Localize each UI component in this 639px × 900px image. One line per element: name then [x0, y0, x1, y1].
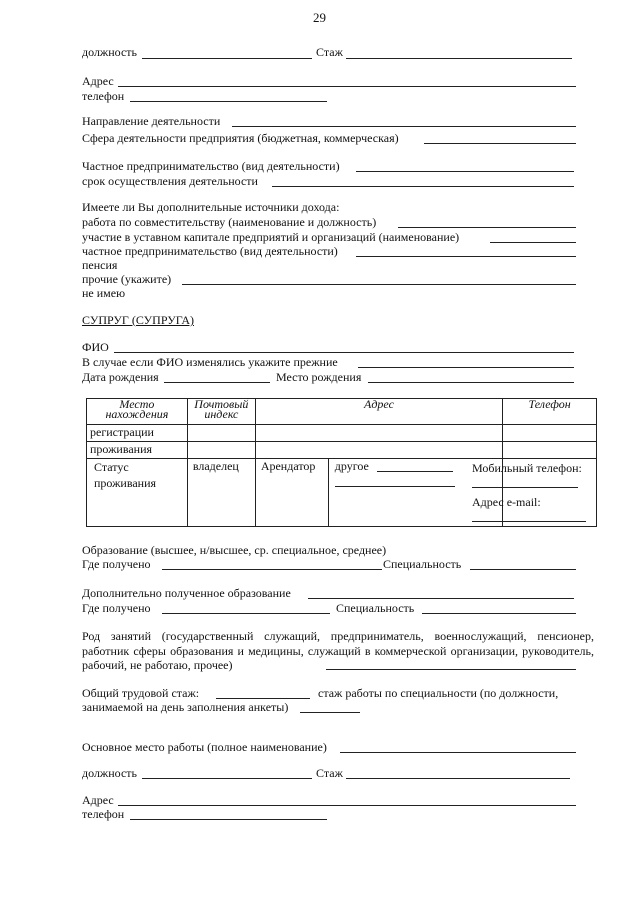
additional-where-label: Где получено	[82, 601, 151, 615]
work-experience-label: Стаж	[316, 766, 343, 780]
other-status-label: другое	[334, 459, 369, 473]
row-residence-label: проживания	[87, 442, 188, 459]
enterprise-sphere-field[interactable]	[424, 143, 576, 144]
col-address-header: Адрес	[255, 399, 502, 425]
other-income-field[interactable]	[182, 284, 576, 285]
enterprise-sphere-label: Сфера деятельности предприятия (бюджетная, коммерческая)	[82, 131, 399, 145]
education-where-field[interactable]	[162, 569, 382, 570]
address-label: Адрес	[82, 74, 114, 88]
tenant-cell[interactable]: Арендатор	[255, 459, 328, 527]
position-label: должность	[82, 45, 137, 59]
other-status-field-1[interactable]	[377, 471, 453, 472]
part-time-field[interactable]	[398, 227, 576, 228]
additional-specialty-label: Специальность	[336, 601, 415, 615]
private-business-label: Частное предпринимательство (вид деятельности)	[82, 159, 340, 173]
education-specialty-label: Специальность	[383, 557, 462, 571]
specialty-experience-label-2: занимаемой на день заполнения анкеты)	[82, 700, 289, 714]
spouse-birth-place-field[interactable]	[368, 382, 574, 383]
work-address-label: Адрес	[82, 793, 114, 807]
col-postal-header	[187, 399, 255, 425]
row-registration-label: регистрации	[87, 425, 188, 442]
other-status-field-2[interactable]	[335, 486, 455, 487]
part-time-label: работа по совместительству (наименование и должность)	[82, 215, 377, 229]
other-income-label: прочие (укажите)	[82, 272, 172, 286]
work-position-label: должность	[82, 766, 137, 780]
mobile-phone-label: Мобильный телефон:	[472, 461, 582, 475]
additional-specialty-field[interactable]	[422, 613, 576, 614]
activity-period-field[interactable]	[272, 186, 574, 187]
total-experience-label: Общий трудовой стаж:	[82, 686, 200, 700]
education-where-label: Где получено	[82, 557, 151, 571]
address-field[interactable]	[118, 86, 576, 87]
additional-education-field[interactable]	[308, 598, 574, 599]
residence-address-cell[interactable]	[255, 442, 502, 459]
page-number: 29	[313, 10, 326, 25]
capital-share-label: участие в уставном капитале предприятий и организаций (наименование)	[82, 230, 460, 244]
spouse-fio-changed-label: В случае если ФИО изменялись укажите прежние	[82, 355, 338, 369]
spouse-fio-changed-field[interactable]	[358, 367, 574, 368]
activity-period-label: срок осуществления деятельности	[82, 174, 258, 188]
specialty-experience-field[interactable]	[300, 712, 360, 713]
phone-label: телефон	[82, 89, 125, 103]
activity-direction-label: Направление деятельности	[82, 114, 221, 128]
spouse-birth-date-field[interactable]	[164, 382, 270, 383]
additional-education-label: Дополнительно полученное образование	[82, 586, 291, 600]
phone-field[interactable]	[130, 101, 327, 102]
main-work-label: Основное место работы (полное наименование)	[82, 740, 327, 754]
email-label: Адрес e-mail:	[472, 495, 541, 509]
registration-address-cell[interactable]	[255, 425, 502, 442]
col-postal-line2: индекс	[204, 407, 239, 421]
registration-phone-cell[interactable]	[503, 425, 597, 442]
residence-postal-cell[interactable]	[187, 442, 255, 459]
spouse-birth-place-label: Место рождения	[276, 370, 362, 384]
col-postal-line1: Почтовый	[194, 397, 249, 411]
experience-field[interactable]	[346, 58, 572, 59]
experience-label: Стаж	[316, 45, 343, 59]
occupation-field[interactable]	[326, 669, 576, 670]
col-location-header: Место нахождения	[87, 399, 188, 425]
status-line1: Статус	[94, 460, 129, 474]
main-work-field[interactable]	[340, 752, 576, 753]
no-income-label: не имею	[82, 286, 126, 300]
email-field[interactable]	[472, 521, 586, 522]
education-specialty-field[interactable]	[470, 569, 576, 570]
work-position-field[interactable]	[142, 778, 312, 779]
education-label: Образование (высшее, н/высшее, ср. специальное, среднее)	[82, 543, 387, 557]
residence-phone-cell[interactable]	[503, 442, 597, 459]
work-phone-label: телефон	[82, 807, 125, 821]
spouse-heading: СУПРУГ (СУПРУГА)	[82, 313, 194, 327]
pension-label: пенсия	[82, 258, 118, 272]
additional-where-field[interactable]	[162, 613, 330, 614]
specialty-experience-label: стаж работы по специальности (по должности,	[318, 686, 559, 700]
private-business-income-label: частное предпринимательство (вид деятельности)	[82, 244, 338, 258]
total-experience-field[interactable]	[216, 698, 310, 699]
activity-direction-field[interactable]	[232, 126, 576, 127]
registration-postal-cell[interactable]	[187, 425, 255, 442]
spouse-fio-field[interactable]	[114, 352, 574, 353]
income-question: Имеете ли Вы дополнительные источники дохода:	[82, 200, 340, 214]
owner-cell[interactable]: владелец	[187, 459, 255, 527]
work-phone-field[interactable]	[130, 819, 327, 820]
spouse-birth-date-label: Дата рождения	[82, 370, 159, 384]
spouse-fio-label: ФИО	[82, 340, 109, 354]
occupation-text: Род занятий (государственный служащий, предприниматель, военнослужащий, пенсионер, работник сферы образования и медицины, служащий в коммерческой организации, руководитель, рабочий, не работаю, прочее)	[82, 629, 594, 672]
private-business-income-field[interactable]	[356, 256, 576, 257]
work-experience-field[interactable]	[346, 778, 570, 779]
col-phone-header: Телефон	[503, 399, 597, 425]
status-label-cell	[87, 459, 188, 527]
capital-share-field[interactable]	[490, 242, 576, 243]
work-address-field[interactable]	[118, 805, 576, 806]
status-line2: проживания	[94, 476, 157, 490]
private-business-field[interactable]	[356, 171, 574, 172]
mobile-phone-field[interactable]	[472, 487, 578, 488]
position-field[interactable]	[142, 58, 312, 59]
